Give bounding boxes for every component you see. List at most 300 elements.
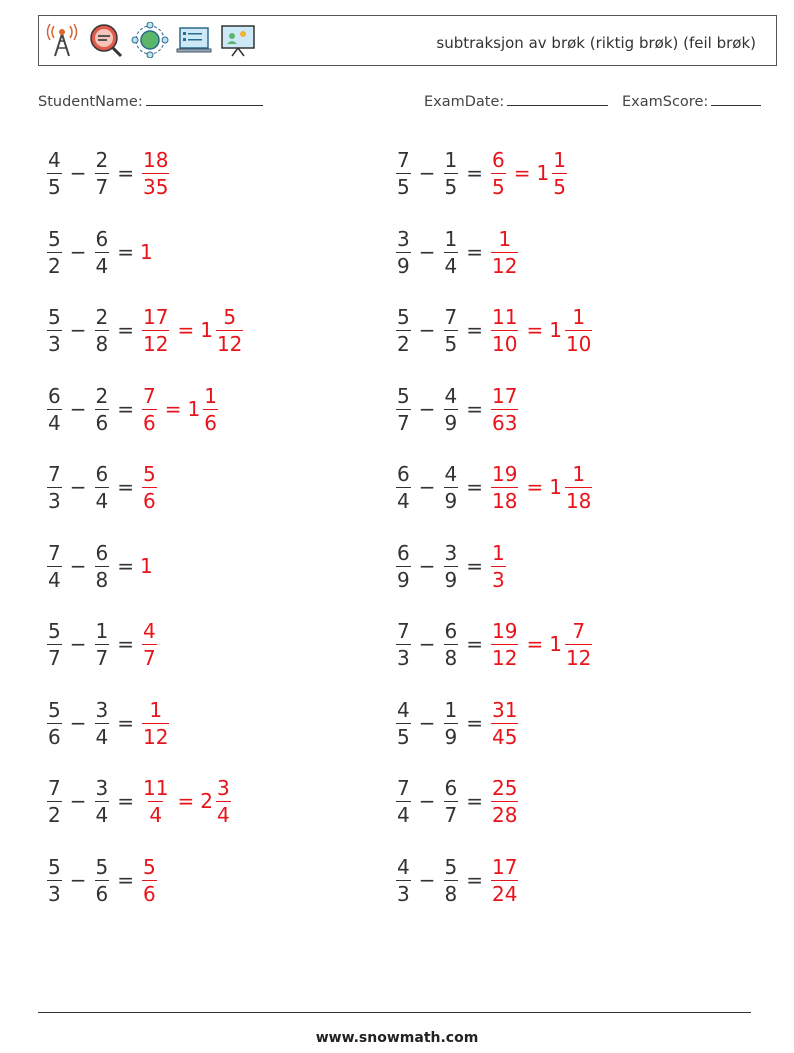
answer: [489, 854, 520, 906]
minuend-fraction-numerator: 7: [397, 775, 410, 800]
header-icons: [43, 22, 257, 58]
problem-6: [394, 300, 594, 360]
footer-site: www.snowmath.com: [315, 1030, 479, 1046]
minus-sign: −: [418, 397, 436, 421]
subtrahend-fraction: [95, 697, 110, 749]
answer-fraction-numerator: 17: [492, 854, 518, 879]
answer: [140, 775, 233, 827]
equals-sign: =: [117, 240, 134, 264]
answer-fraction: [491, 697, 518, 749]
mixed-fraction-numerator: 7: [572, 618, 586, 643]
minuend-fraction-denominator: 5: [397, 724, 410, 749]
answer-fraction-denominator: 24: [492, 881, 518, 906]
subtrahend-fraction: [95, 147, 110, 199]
minuend-fraction: [47, 461, 62, 513]
mixed-whole: 1: [200, 318, 213, 342]
subtrahend-fraction-numerator: 3: [444, 540, 458, 565]
problem-17: [45, 771, 233, 831]
answer-fraction-numerator: 31: [492, 697, 518, 722]
answer: [489, 540, 508, 592]
subtrahend-fraction: [444, 304, 459, 356]
answer-fraction-numerator: 1: [498, 226, 512, 251]
minuend-fraction-numerator: 7: [397, 618, 410, 643]
equals-sign: =: [117, 318, 134, 342]
exam-score-label: ExamScore:: [622, 94, 709, 110]
problem-10: [394, 457, 594, 517]
mixed-fraction: [552, 147, 567, 199]
subtrahend-fraction: [444, 383, 459, 435]
presentation-board-icon: [219, 22, 257, 58]
mixed-fraction: [216, 304, 243, 356]
subtrahend-fraction: [444, 461, 459, 513]
minuend-fraction: [47, 854, 62, 906]
minus-sign: −: [418, 789, 436, 813]
mixed-fraction: [216, 775, 231, 827]
subtrahend-fraction-numerator: 5: [444, 854, 458, 879]
minuend-fraction-numerator: 5: [48, 304, 61, 329]
answer-whole: 1: [140, 554, 153, 578]
subtrahend-fraction-numerator: 2: [95, 147, 109, 172]
subtrahend-fraction-numerator: 6: [95, 226, 109, 251]
minuend-fraction: [396, 775, 411, 827]
answer-fraction: [142, 147, 169, 199]
problem-13: [45, 614, 159, 674]
minuend-fraction: [47, 697, 62, 749]
answer-fraction-numerator: 25: [492, 775, 518, 800]
minus-sign: −: [69, 318, 87, 342]
minus-sign: −: [418, 868, 436, 892]
exam-score-field[interactable]: [622, 93, 761, 110]
problem-3: [45, 222, 153, 282]
answer-equals-sign: =: [526, 475, 544, 499]
minus-sign: −: [418, 711, 436, 735]
answer-equals-sign: =: [177, 789, 195, 813]
minuend-fraction: [47, 618, 62, 670]
subtrahend-fraction-denominator: 8: [444, 881, 458, 906]
mixed-whole: 2: [200, 789, 213, 813]
subtrahend-fraction-numerator: 1: [444, 697, 458, 722]
subtrahend-fraction: [95, 540, 110, 592]
mixed-whole: 1: [549, 475, 562, 499]
subtrahend-fraction-denominator: 7: [95, 174, 109, 199]
mixed-fraction: [203, 383, 218, 435]
subtrahend-fraction: [444, 854, 459, 906]
minuend-fraction-denominator: 2: [48, 253, 61, 278]
minuend-fraction-denominator: 5: [397, 174, 410, 199]
minus-sign: −: [69, 789, 87, 813]
exam-score-blank[interactable]: [711, 93, 761, 106]
minuend-fraction: [396, 147, 411, 199]
minuend-fraction-denominator: 9: [397, 567, 410, 592]
subtrahend-fraction: [95, 775, 110, 827]
subtrahend-fraction-numerator: 3: [95, 775, 109, 800]
minus-sign: −: [69, 161, 87, 185]
mixed-whole: 1: [536, 161, 550, 185]
answer-fraction-numerator: 17: [492, 383, 518, 408]
mixed-fraction-numerator: 1: [553, 147, 566, 172]
equals-sign: =: [466, 868, 483, 892]
network-globe-icon: [131, 22, 169, 58]
answer-fraction-denominator: 3: [492, 567, 505, 592]
minuend-fraction-numerator: 5: [48, 697, 61, 722]
minuend-fraction: [396, 697, 411, 749]
student-name-field[interactable]: [38, 93, 263, 110]
mixed-whole: 1: [549, 632, 562, 656]
subtrahend-fraction: [444, 226, 459, 278]
minuend-fraction-denominator: 3: [48, 881, 61, 906]
minuend-fraction-numerator: 4: [48, 147, 61, 172]
minuend-fraction-numerator: 6: [397, 461, 410, 486]
answer-fraction-numerator: 7: [143, 383, 156, 408]
answer-equals-sign: =: [513, 161, 531, 185]
minuend-fraction: [396, 854, 411, 906]
minuend-fraction-numerator: 5: [397, 304, 410, 329]
answer-fraction: [142, 383, 157, 435]
answer-fraction-numerator: 6: [492, 147, 505, 172]
subtrahend-fraction: [95, 304, 110, 356]
answer-fraction-numerator: 17: [143, 304, 169, 329]
subtrahend-fraction: [95, 383, 110, 435]
answer-fraction-denominator: 10: [492, 331, 518, 356]
minuend-fraction: [47, 775, 62, 827]
equals-sign: =: [466, 161, 483, 185]
minuend-fraction: [396, 304, 411, 356]
minuend-fraction-numerator: 5: [48, 226, 61, 251]
minuend-fraction-numerator: 7: [48, 461, 61, 486]
subtrahend-fraction-denominator: 9: [444, 410, 458, 435]
answer-fraction-denominator: 5: [492, 174, 505, 199]
minuend-fraction: [47, 304, 62, 356]
answer-fraction: [142, 697, 169, 749]
mixed-fraction-numerator: 1: [572, 461, 586, 486]
subtrahend-fraction: [95, 461, 110, 513]
subtrahend-fraction-denominator: 4: [95, 253, 109, 278]
answer: [140, 854, 159, 906]
equals-sign: =: [466, 397, 483, 421]
answer-fraction-numerator: 19: [492, 461, 518, 486]
answer-fraction-numerator: 1: [492, 540, 505, 565]
minuend-fraction-numerator: 6: [48, 383, 61, 408]
answer-fraction-denominator: 28: [492, 802, 518, 827]
minuend-fraction-denominator: 9: [397, 253, 410, 278]
minuend-fraction-denominator: 5: [48, 174, 61, 199]
subtrahend-fraction-denominator: 4: [95, 724, 109, 749]
answer-fraction-denominator: 12: [492, 253, 518, 278]
answer-equals-sign: =: [526, 318, 544, 342]
subtrahend-fraction: [444, 697, 459, 749]
problem-9: [45, 457, 159, 517]
subtrahend-fraction: [95, 854, 110, 906]
subtrahend-fraction: [444, 775, 459, 827]
equals-sign: =: [117, 475, 134, 499]
answer-fraction-denominator: 18: [492, 488, 518, 513]
subtrahend-fraction-numerator: 6: [444, 775, 458, 800]
answer: [140, 147, 171, 199]
subtrahend-fraction-numerator: 6: [444, 618, 458, 643]
answer-fraction-numerator: 4: [143, 618, 156, 643]
problem-16: [394, 693, 520, 753]
minuend-fraction-denominator: 6: [48, 724, 61, 749]
equals-sign: =: [117, 868, 134, 892]
magnifier-badge-icon: [87, 22, 125, 58]
mixed-fraction-denominator: 4: [216, 802, 230, 827]
answer-fraction-numerator: 18: [143, 147, 169, 172]
equals-sign: =: [466, 475, 483, 499]
exam-date-label: ExamDate:: [424, 94, 505, 110]
subtrahend-fraction-numerator: 7: [444, 304, 458, 329]
problem-5: [45, 300, 245, 360]
answer-fraction-numerator: 5: [143, 854, 156, 879]
answer: [489, 461, 594, 513]
minuend-fraction: [396, 461, 411, 513]
minuend-fraction-numerator: 4: [397, 697, 410, 722]
minus-sign: −: [69, 711, 87, 735]
minus-sign: −: [418, 554, 436, 578]
problem-18: [394, 771, 520, 831]
answer: [140, 304, 245, 356]
mixed-fraction-numerator: 5: [223, 304, 237, 329]
minus-sign: −: [69, 240, 87, 264]
subtrahend-fraction-denominator: 8: [95, 331, 109, 356]
mixed-fraction-denominator: 18: [565, 488, 592, 513]
subtrahend-fraction-denominator: 4: [444, 253, 458, 278]
subtrahend-fraction-denominator: 5: [444, 331, 458, 356]
answer-fraction-numerator: 1: [149, 697, 163, 722]
answer-fraction: [142, 304, 169, 356]
subtrahend-fraction-numerator: 2: [95, 383, 109, 408]
equals-sign: =: [117, 554, 134, 578]
answer: [489, 147, 569, 199]
minuend-fraction-denominator: 3: [48, 331, 61, 356]
subtrahend-fraction-denominator: 5: [444, 174, 458, 199]
subtrahend-fraction-numerator: 1: [95, 618, 109, 643]
minuend-fraction: [396, 618, 411, 670]
answer: [140, 383, 220, 435]
minuend-fraction-numerator: 5: [48, 854, 61, 879]
subtrahend-fraction-denominator: 7: [444, 802, 458, 827]
mixed-fraction: [565, 461, 592, 513]
equals-sign: =: [117, 161, 134, 185]
minus-sign: −: [418, 632, 436, 656]
minuend-fraction-denominator: 4: [397, 802, 410, 827]
mixed-fraction-denominator: 5: [553, 174, 566, 199]
minus-sign: −: [418, 475, 436, 499]
student-name-blank[interactable]: [146, 93, 263, 106]
worksheet-header: [38, 15, 777, 66]
answer: [489, 226, 520, 278]
footer-divider: [38, 1012, 751, 1013]
answer: [140, 618, 159, 670]
answer-equals-sign: =: [526, 632, 544, 656]
answer-fraction: [142, 775, 169, 827]
equals-sign: =: [117, 397, 134, 421]
mixed-fraction-denominator: 12: [216, 331, 243, 356]
subtrahend-fraction-numerator: 4: [444, 461, 458, 486]
answer-fraction-denominator: 6: [143, 410, 156, 435]
exam-date-blank[interactable]: [507, 93, 608, 106]
minuend-fraction-numerator: 7: [48, 540, 61, 565]
minuend-fraction-denominator: 7: [397, 410, 410, 435]
answer-fraction: [491, 147, 506, 199]
minuend-fraction-numerator: 7: [48, 775, 61, 800]
subtrahend-fraction: [444, 147, 459, 199]
minuend-fraction-denominator: 3: [397, 881, 410, 906]
subtrahend-fraction-denominator: 7: [95, 645, 109, 670]
equals-sign: =: [117, 711, 134, 735]
mixed-fraction-numerator: 3: [216, 775, 230, 800]
answer-fraction-denominator: 12: [492, 645, 518, 670]
problem-19: [45, 850, 159, 910]
subtrahend-fraction-denominator: 9: [444, 488, 458, 513]
minuend-fraction-numerator: 3: [397, 226, 410, 251]
minuend-fraction-denominator: 3: [48, 488, 61, 513]
answer-fraction: [491, 618, 518, 670]
mixed-fraction: [565, 304, 592, 356]
subtrahend-fraction-numerator: 3: [95, 697, 109, 722]
minuend-fraction: [47, 226, 62, 278]
answer-fraction-denominator: 12: [143, 331, 169, 356]
answer-fraction-denominator: 63: [492, 410, 518, 435]
answer-fraction-numerator: 11: [143, 775, 169, 800]
problem-11: [45, 536, 153, 596]
answer-fraction-denominator: 6: [143, 488, 156, 513]
subtrahend-fraction: [444, 618, 459, 670]
mixed-fraction-numerator: 1: [572, 304, 586, 329]
subtrahend-fraction: [95, 618, 110, 670]
answer-fraction-denominator: 45: [492, 724, 518, 749]
answer-fraction: [491, 461, 518, 513]
answer-fraction: [142, 461, 157, 513]
minuend-fraction-denominator: 7: [48, 645, 61, 670]
minuend-fraction: [396, 226, 411, 278]
student-info-row: [38, 93, 770, 117]
minuend-fraction: [47, 383, 62, 435]
minuend-fraction-numerator: 5: [48, 618, 61, 643]
problem-7: [45, 379, 220, 439]
minuend-fraction-denominator: 2: [48, 802, 61, 827]
minuend-fraction-denominator: 4: [48, 410, 61, 435]
subtrahend-fraction: [95, 226, 110, 278]
subtrahend-fraction-numerator: 6: [95, 461, 109, 486]
answer: [489, 383, 520, 435]
subtrahend-fraction: [444, 540, 459, 592]
minuend-fraction-numerator: 7: [397, 147, 410, 172]
mixed-fraction: [565, 618, 592, 670]
equals-sign: =: [466, 632, 483, 656]
answer-fraction: [491, 775, 518, 827]
answer-fraction-denominator: 6: [143, 881, 156, 906]
minuend-fraction-numerator: 5: [397, 383, 410, 408]
subtrahend-fraction-denominator: 4: [95, 488, 109, 513]
answer-fraction-denominator: 35: [143, 174, 169, 199]
minus-sign: −: [69, 632, 87, 656]
problem-20: [394, 850, 520, 910]
equals-sign: =: [117, 789, 134, 813]
subtrahend-fraction-denominator: 6: [95, 410, 109, 435]
problem-4: [394, 222, 520, 282]
subtrahend-fraction-denominator: 8: [444, 645, 458, 670]
minuend-fraction: [396, 383, 411, 435]
answer-fraction-numerator: 5: [143, 461, 156, 486]
problem-8: [394, 379, 520, 439]
mixed-fraction-numerator: 1: [204, 383, 217, 408]
equals-sign: =: [466, 711, 483, 735]
minuend-fraction-denominator: 4: [48, 567, 61, 592]
answer-fraction: [142, 618, 157, 670]
problem-2: [394, 143, 569, 203]
minus-sign: −: [69, 475, 87, 499]
minuend-fraction: [47, 540, 62, 592]
answer: [140, 697, 171, 749]
equals-sign: =: [117, 632, 134, 656]
minuend-fraction: [47, 147, 62, 199]
minus-sign: −: [418, 240, 436, 264]
problem-12: [394, 536, 508, 596]
answer-fraction-denominator: 4: [149, 802, 163, 827]
mixed-whole: 1: [187, 397, 201, 421]
answer-fraction: [491, 540, 506, 592]
answer-fraction-denominator: 7: [143, 645, 156, 670]
subtrahend-fraction-denominator: 9: [444, 567, 458, 592]
problem-15: [45, 693, 171, 753]
exam-date-field[interactable]: [424, 93, 608, 110]
answer-fraction: [142, 854, 157, 906]
minuend-fraction-denominator: 2: [397, 331, 410, 356]
answer-fraction: [491, 304, 518, 356]
radio-tower-icon: [43, 22, 81, 58]
problem-1: [45, 143, 171, 203]
mixed-fraction-denominator: 12: [565, 645, 592, 670]
answer: [489, 304, 594, 356]
answer-equals-sign: =: [177, 318, 195, 342]
answer: [489, 697, 520, 749]
subtrahend-fraction-denominator: 9: [444, 724, 458, 749]
equals-sign: =: [466, 240, 483, 264]
minuend-fraction-numerator: 4: [397, 854, 410, 879]
equals-sign: =: [466, 554, 483, 578]
student-name-label: StudentName:: [38, 94, 143, 110]
subtrahend-fraction-numerator: 2: [95, 304, 109, 329]
answer-fraction: [491, 226, 518, 278]
answer-fraction: [491, 854, 518, 906]
minuend-fraction-denominator: 3: [397, 645, 410, 670]
equals-sign: =: [466, 318, 483, 342]
subtrahend-fraction-numerator: 1: [444, 147, 458, 172]
answer: [140, 554, 153, 578]
answer-fraction: [491, 383, 518, 435]
minus-sign: −: [69, 397, 87, 421]
mixed-whole: 1: [549, 318, 562, 342]
subtrahend-fraction-denominator: 4: [95, 802, 109, 827]
subtrahend-fraction-denominator: 6: [95, 881, 109, 906]
laptop-checklist-icon: [175, 22, 213, 58]
answer: [140, 240, 153, 264]
minus-sign: −: [418, 318, 436, 342]
equals-sign: =: [466, 789, 483, 813]
answer-fraction-denominator: 12: [143, 724, 169, 749]
answer-equals-sign: =: [164, 397, 182, 421]
mixed-fraction-denominator: 6: [204, 410, 217, 435]
mixed-fraction-denominator: 10: [565, 331, 592, 356]
answer: [140, 461, 159, 513]
subtrahend-fraction-numerator: 1: [444, 226, 458, 251]
minuend-fraction-denominator: 4: [397, 488, 410, 513]
minuend-fraction: [396, 540, 411, 592]
answer-whole: 1: [140, 240, 153, 264]
answer: [489, 775, 520, 827]
answer-fraction-numerator: 19: [492, 618, 518, 643]
subtrahend-fraction-numerator: 6: [95, 540, 109, 565]
